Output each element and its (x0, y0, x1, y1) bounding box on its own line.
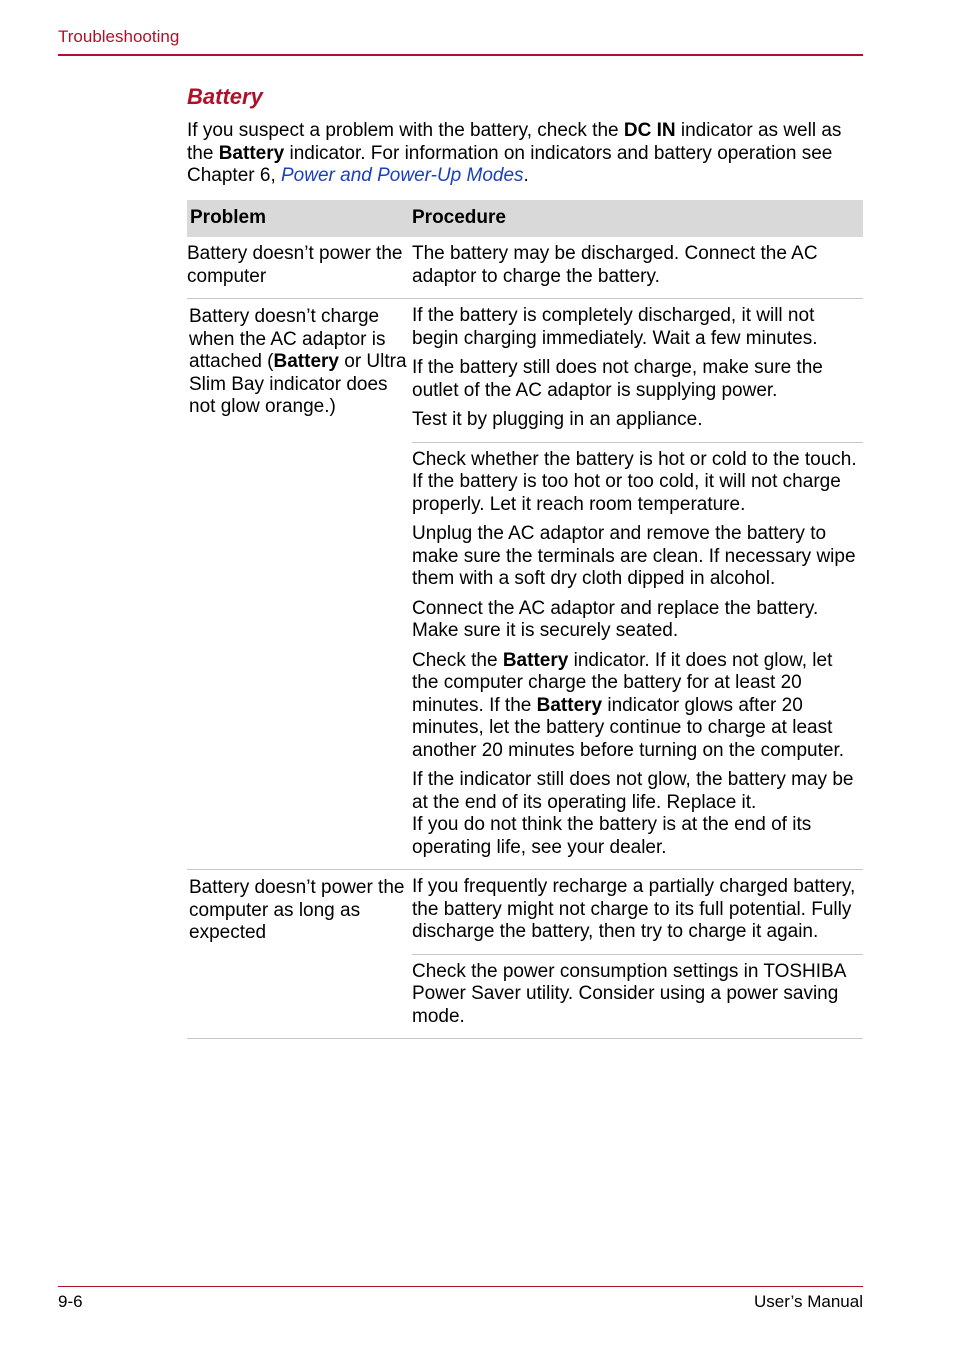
procedure-text: If the indicator still does not glow, the battery may be at the end of its operating life. Replace it. (412, 769, 854, 813)
procedure-bold: Battery (502, 649, 569, 671)
procedure-fragment: indicator glows after 20 minutes, let the battery continue to charge at least another 20 minutes before turning on the computer. (412, 694, 844, 761)
procedure-text: Check the power consumption settings in TOSHIBA Power Saver utility. Consider using a power saving mode. (412, 960, 846, 1027)
intro-text: If you suspect a problem with the battery, check the (187, 120, 624, 141)
procedure-text: If the battery still does not charge, make sure the outlet of the AC adaptor is supplying power. (412, 357, 823, 401)
procedure-fragment: indicator. If it does not glow, let the computer charge the battery for at least 20 minutes. If the (412, 649, 833, 716)
section-title: Battery (187, 84, 263, 109)
manual-title: User’s Manual (754, 1292, 863, 1311)
procedure-fragment: Check the (412, 649, 503, 671)
procedure-bold: Battery (536, 694, 603, 716)
procedure-cell (412, 870, 863, 1038)
procedure-text: If the battery is completely discharged, it will not begin charging immediately. Wait a few minutes. (412, 305, 818, 349)
procedure-text: Connect the AC adaptor and replace the battery. Make sure it is securely seated. (412, 597, 819, 641)
footer-rule (58, 1286, 863, 1287)
procedure-text: Check whether the battery is hot or cold to the touch. If the battery is too hot or too cold, it will not charge properly. Let it reach room temperature. (412, 448, 857, 515)
problem-cell: Battery doesn’t power the computer (187, 243, 403, 287)
running-header: Troubleshooting (58, 27, 180, 46)
chapter-link[interactable]: Power and Power-Up Modes (281, 165, 524, 186)
intro-paragraph (187, 120, 863, 188)
header-problem: Problem (190, 207, 267, 229)
procedure-block (412, 442, 863, 870)
procedure-text (412, 650, 863, 763)
procedure-block (412, 299, 863, 442)
procedure-cell (412, 299, 863, 869)
procedure-block (412, 954, 863, 1039)
intro-text: indicator. For information on indicators and battery operation see Chapter 6, (187, 142, 833, 186)
problem-bold: Battery (273, 351, 339, 372)
problem-text: Battery doesn’t charge when the AC adaptor is attached ( (189, 306, 386, 372)
problem-text: or Ultra Slim Bay indicator does not glow orange.) (189, 351, 407, 417)
table-row (187, 237, 863, 299)
procedure-text: Unplug the AC adaptor and remove the battery to make sure the terminals are clean. If necessary wipe them with a soft dry cloth dipped in alcohol. (412, 523, 856, 589)
procedure-text: Test it by plugging in an appliance. (412, 409, 703, 430)
header-rule (58, 54, 863, 56)
page-number: 9-6 (58, 1292, 83, 1311)
procedure-text: If you frequently recharge a partially charged battery, the battery might not charge to its full potential. Fully discharge the battery, then try to charge it again. (412, 876, 856, 942)
intro-dc-in: DC IN (623, 120, 676, 141)
procedure-block (412, 870, 863, 954)
table-row (187, 870, 863, 1039)
procedure-cell (412, 237, 863, 298)
table-header (187, 200, 863, 237)
header-procedure: Procedure (412, 207, 506, 229)
intro-text: . (523, 165, 529, 186)
troubleshooting-table (187, 200, 863, 1039)
procedure-block (412, 237, 863, 298)
problem-cell (187, 299, 412, 869)
table-row (187, 299, 863, 870)
intro-text: indicator as well as the (187, 120, 842, 164)
procedure-text: If you do not think the battery is at the end of its operating life, see your dealer. (412, 814, 812, 858)
problem-cell: Battery doesn’t power the computer as long as expected (189, 877, 405, 943)
intro-battery: Battery (218, 142, 285, 164)
procedure-text: The battery may be discharged. Connect the AC adaptor to charge the battery. (412, 243, 818, 287)
